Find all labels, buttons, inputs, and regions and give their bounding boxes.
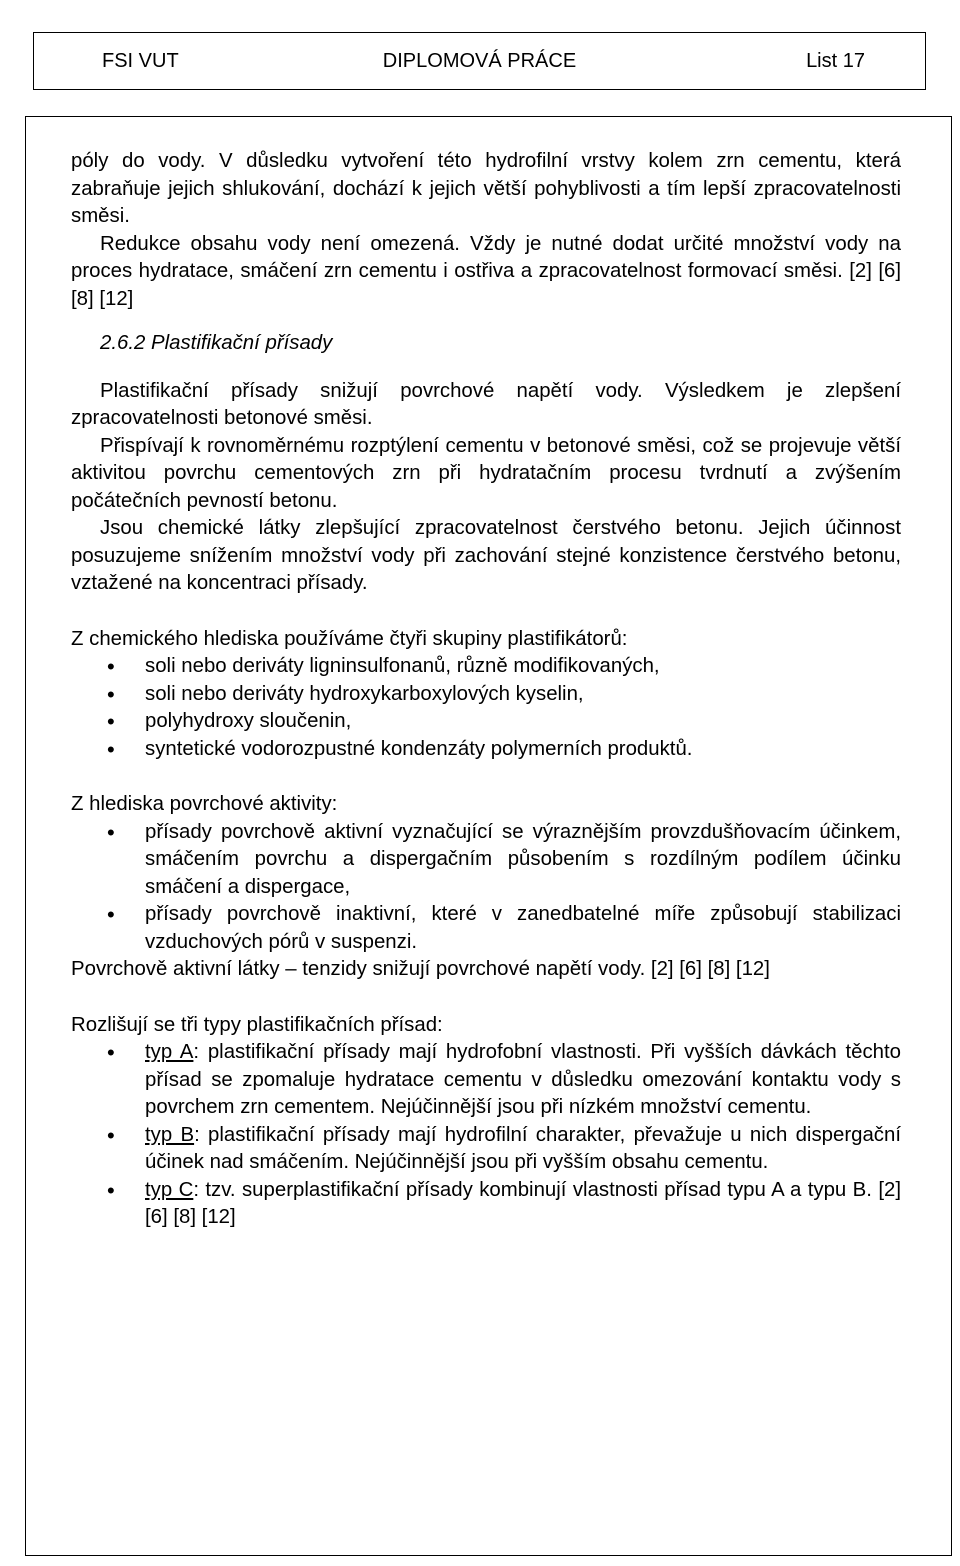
- list-item: [71, 1177, 901, 1232]
- surface-activity-intro: Z hlediska povrchové aktivity:: [71, 793, 338, 815]
- chemical-groups-list: [71, 653, 901, 763]
- types-list: [71, 1039, 901, 1232]
- paragraph: póly do vody. V důsledku vytvoření této hydrofilní vrstvy kolem zrn cementu, která zabraňuje jejich shlukování, dochází k jejich větší pohyblivosti a tím lepší zpracovatelnosti směsi.: [71, 150, 901, 227]
- type-label: typ C: [145, 1178, 194, 1201]
- type-text: : plastifikační přísady mají hydrofobní vlastnosti. Při vyšších dávkách těchto přísad se zpomaluje hydratace cementu v důsledku omezování kontaktu vody s povrchem zrn cementem. Nejúčinnější jsou při nízkém množství cementu.: [145, 1041, 902, 1118]
- type-label: typ B: [145, 1123, 195, 1146]
- header-institution: FSI VUT: [102, 50, 179, 72]
- header-title: DIPLOMOVÁ PRÁCE: [382, 50, 577, 72]
- type-text: : tzv. superplastifikační přísady kombinují vlastnosti přísad typu A a typu B. [2] [6] [8] [12]: [145, 1178, 902, 1228]
- paragraph: Redukce obsahu vody není omezená. Vždy je nutné dodat určité množství vody na proces hydratace, smáčení zrn cementu i ostřiva a zpracovatelnost formovací směsi. [2] [6] [8] [12]: [71, 232, 901, 310]
- list-item: • syntetické vodorozpustné kondenzáty polymerních produktů.: [71, 736, 901, 764]
- surface-activity-list: [71, 819, 901, 957]
- type-text: : plastifikační přísady mají hydrofilní charakter, převažuje u nich dispergační účinek nad smáčením. Nejúčinnější jsou při vyšším obsahu cementu.: [145, 1123, 901, 1173]
- type-label: typ A: [145, 1041, 194, 1063]
- paragraph: Plastifikační přísady snižují povrchové napětí vody. Výsledkem je zlepšení zpracovatelnosti betonové směsi.: [71, 379, 901, 429]
- surface-note: Povrchově aktivní látky – tenzidy snižují povrchové napětí vody. [2] [6] [8] [12]: [71, 958, 770, 980]
- page-content: [71, 148, 901, 1232]
- chemical-groups-intro: Z chemického hlediska používáme čtyři skupiny plastifikátorů:: [71, 627, 628, 650]
- header-page-number: List 17: [806, 50, 865, 72]
- list-item: [71, 1039, 901, 1122]
- list-item: [71, 1122, 901, 1177]
- list-item: • přísady povrchově aktivní vyznačující se výraznějším provzdušňovacím účinkem, smáčením povrchu a dispergačním působením s rozdílným podílem účinku smáčení a dispergace,: [71, 819, 901, 902]
- page-header: [33, 32, 926, 90]
- paragraph: Jsou chemické látky zlepšující zpracovatelnost čerstvého betonu. Jejich účinnost posuzujeme snížením množství vody při zachování stejné konzistence čerstvého betonu, vztažené na koncentraci přísady.: [71, 517, 901, 594]
- section-heading: 2.6.2 Plastifikační přísady: [100, 332, 333, 354]
- types-intro: Rozlišují se tři typy plastifikačních přísad:: [71, 1013, 443, 1036]
- list-item: • soli nebo deriváty ligninsulfonanů, různě modifikovaných,: [71, 653, 901, 681]
- list-item: • polyhydroxy sloučenin,: [71, 708, 901, 736]
- list-item: • přísady povrchově inaktivní, které v zanedbatelné míře způsobují stabilizaci vzduchových pórů v suspenzi.: [71, 901, 901, 956]
- list-item: • soli nebo deriváty hydroxykarboxylových kyselin,: [71, 681, 901, 709]
- paragraph: Přispívají k rovnoměrnému rozptýlení cementu v betonové směsi, což se projevuje větší aktivitou povrchu cementových zrn při hydratačním procesu tvrdnutí a zvýšením počátečních pevností betonu.: [71, 434, 901, 512]
